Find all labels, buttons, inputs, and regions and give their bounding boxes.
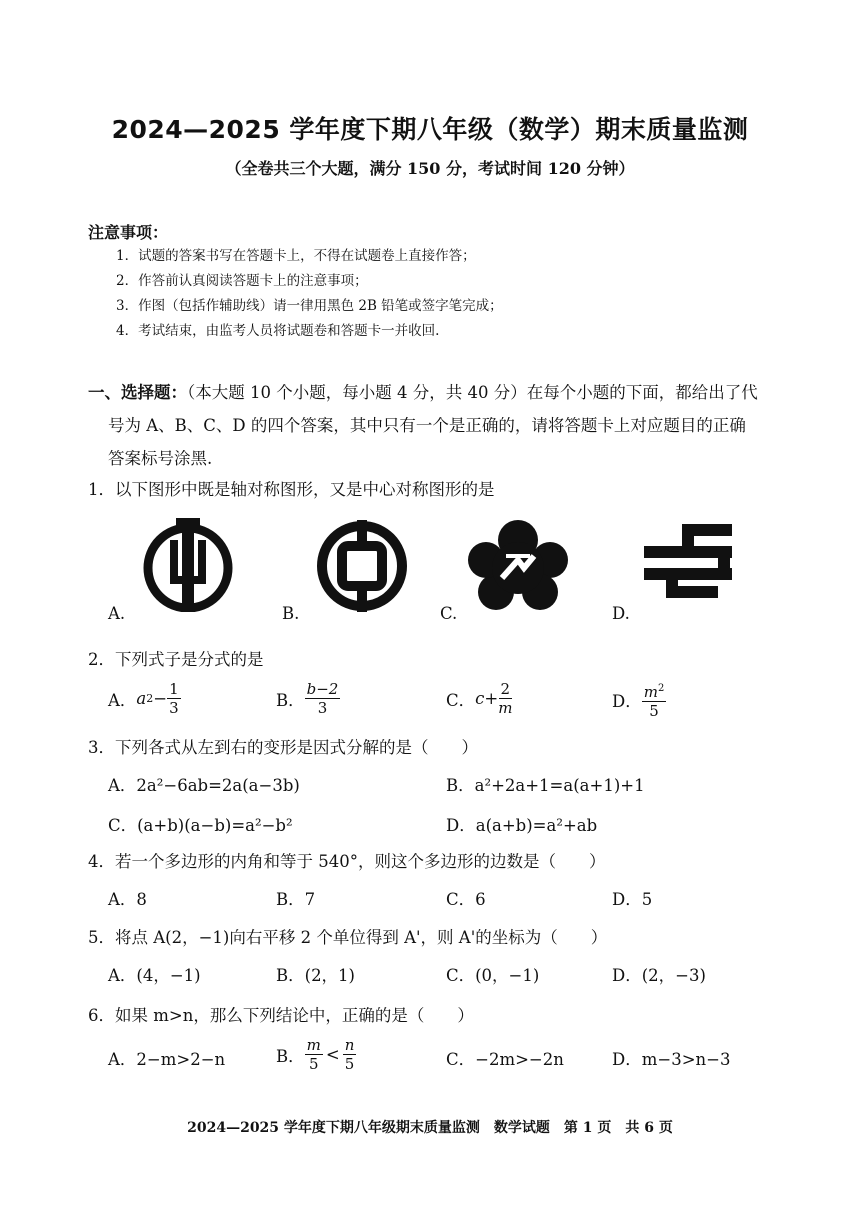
page-title: 2024—2025 学年度下期八年级（数学）期末质量监测 (111, 115, 749, 144)
q2-b-fraction (305, 680, 341, 717)
q1-option-a-label: A. (108, 604, 126, 623)
q1-option-c-label: C. (440, 604, 458, 623)
question-2-stem: 2．下列式子是分式的是 (88, 650, 264, 669)
q2-c-fraction (498, 680, 512, 717)
section-1-text: （本大题 10 个小题，每小题 4 分，共 40 分）在每个小题的下面，都给出了代 (187, 383, 758, 402)
q3-option-c: C．(a+b)(a−b)=a²−b² (108, 816, 293, 835)
q4-option-b: B．7 (276, 890, 316, 909)
q2-d-fraction (642, 680, 667, 720)
q2-option-b (276, 680, 340, 717)
q2-c-num: 2 (500, 680, 511, 698)
note-item: 3．作图（包括作辅助线）请一律用黑色 2B 铅笔或签字笔完成； (116, 298, 503, 314)
q1-option-b-label: B. (282, 604, 300, 623)
q3-option-d: D．a(a+b)=a²+ab (446, 816, 598, 835)
question-3-stem: 3．下列各式从左到右的变形是因式分解的是（ ） (88, 738, 478, 757)
q2-c-den: m (498, 699, 513, 717)
section-1-text: 号为 A、B、C、D 的四个答案，其中只有一个是正确的，请将答题卡上对应题目的正确 (108, 416, 746, 435)
q5-option-a: A．(4，−1) (108, 966, 201, 985)
q3-option-b: B．a²+2a+1=a(a+1)+1 (446, 776, 645, 795)
q3-option-a: A．2a²−6ab=2a(a−3b) (108, 776, 300, 795)
q6-option-b (276, 1036, 356, 1073)
q2-a-sup: 2 (146, 692, 154, 705)
page-footer: 2024—2025 学年度下期八年级期末质量监测 数学试题 第 1 页 共 6 页 (187, 1120, 673, 1136)
q6-b-num-2: n (344, 1036, 355, 1054)
q2-d-num: m (643, 683, 658, 701)
q6-option-a: A．2−m>2−n (108, 1050, 226, 1069)
q2-option-a (108, 680, 181, 717)
q5-option-c: C．(0，−1) (446, 966, 540, 985)
q2-a-var: a (136, 689, 147, 708)
agricultural-bank-logo (136, 516, 240, 612)
q6-b-fraction-2 (343, 1036, 357, 1073)
q6-b-num-1: m (306, 1036, 321, 1054)
q2-a-num: 1 (169, 680, 179, 698)
q1-option-d-label: D. (612, 604, 630, 623)
q4-option-c: C．6 (446, 890, 486, 909)
question-5-stem: 5．将点 A(2，−1)向右平移 2 个单位得到 A'，则 A'的坐标为（ ） (88, 928, 608, 947)
q2-a-label: A． (108, 690, 137, 710)
note-item: 2．作答前认真阅读答题卡上的注意事项； (116, 273, 368, 289)
q2-c-label: C． (446, 690, 476, 710)
page-subtitle: （全卷共三个大题，满分 150 分，考试时间 120 分钟） (225, 159, 635, 178)
q2-a-den: 3 (169, 699, 179, 717)
question-1-stem: 1．以下图形中既是轴对称图形，又是中心对称图形的是 (88, 480, 495, 499)
q2-option-d (612, 680, 666, 720)
q2-b-label: B． (276, 690, 305, 710)
q2-b-den: 3 (317, 699, 328, 717)
q6-b-den-1: 5 (308, 1055, 319, 1073)
construction-bank-logo (466, 516, 570, 612)
q2-option-c (446, 680, 512, 717)
q6-b-den-2: 5 (344, 1055, 355, 1073)
q2-d-sup: 2 (657, 683, 665, 694)
q2-c-pre: c+ (475, 689, 499, 708)
section-1-text: 答案标号涂黑. (108, 449, 213, 468)
question-4-stem: 4．若一个多边形的内角和等于 540°，则这个多边形的边数是（ ） (88, 852, 606, 871)
q2-d-label: D． (612, 692, 642, 711)
q2-a-minus: − (153, 689, 168, 708)
bank-of-china-logo (312, 516, 412, 612)
q5-option-b: B．(2，1) (276, 966, 355, 985)
note-item: 1．试题的答案书写在答题卡上，不得在试题卷上直接作答； (116, 248, 476, 264)
q2-b-num: b−2 (306, 680, 339, 698)
section-1-heading: 一、选择题： (88, 383, 187, 402)
q6-option-d: D．m−3>n−3 (612, 1050, 731, 1069)
section-1-instructions (88, 376, 788, 475)
notes-heading: 注意事项： (88, 223, 169, 242)
q2-d-den: 5 (649, 702, 659, 720)
q6-b-op: < (325, 1045, 340, 1064)
note-item: 4．考试结束，由监考人员将试题卷和答题卡一并收回. (116, 323, 440, 339)
q4-option-a: A．8 (108, 890, 147, 909)
q5-option-d: D．(2，−3) (612, 966, 706, 985)
q6-b-fraction-1 (305, 1036, 323, 1073)
q2-a-fraction (167, 680, 181, 717)
q6-option-c: C．−2m>−2n (446, 1050, 564, 1069)
q6-b-label: B． (276, 1046, 305, 1066)
q4-option-d: D．5 (612, 890, 653, 909)
china-post-logo (642, 524, 734, 612)
question-6-stem: 6．如果 m>n，那么下列结论中，正确的是（ ） (88, 1006, 474, 1025)
